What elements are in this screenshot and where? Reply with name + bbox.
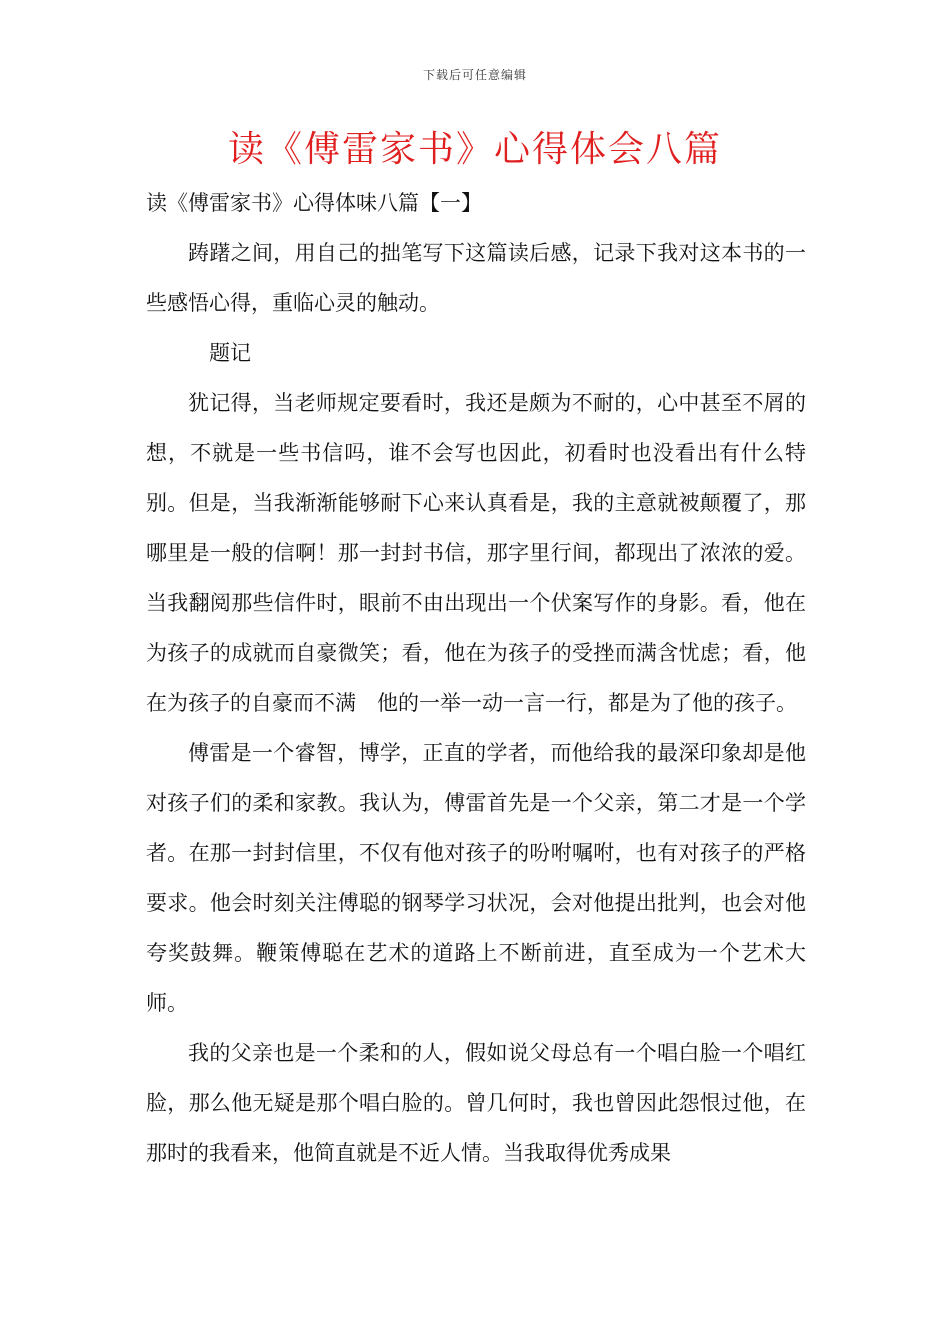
paragraph-epigraph-label: 题记 [209, 341, 251, 365]
paragraph: 犹记得，当老师规定要看时，我还是颇为不耐的，心中甚至不屑的想，不就是一些书信吗，谁不会写也因此，初看时也没看出有什么特别。但是，当我渐渐能够耐下心来认真看是，我的主意就被颠覆了，那哪里是一般的信啊！那一封封书信，那字里行间，都现出了浓浓的爱。当我翻阅那些信件时，眼前不由出现出一个伏案写作的身影。看，他在为孩子的成就而自豪微笑；看，他在为孩子的受挫而满含忧虑；看，他在为孩子的自豪而不满 他的一举一动一言一行，都是为了他的孩子。 [146, 391, 806, 715]
paragraph: 傅雷是一个睿智，博学，正直的学者，而他给我的最深印象却是他对孩子们的柔和家教。我认为，傅雷首先是一个父亲，第二才是一个学者。在那一封封信里，不仅有他对孩子的吩咐嘱咐，也有对孩子的严格要求。他会时刻关注傅聪的钢琴学习状况，会对他提出批判，也会对他夸奖鼓舞。鞭策傅聪在艺术的道路上不断前进，直至成为一个艺术大师。 [146, 741, 806, 1015]
page-title: 读《傅雷家书》心得体会八篇 [227, 129, 722, 170]
paragraph-intro: 踌躇之间，用自己的拙笔写下这篇读后感，记录下我对这本书的一些感悟心得，重临心灵的触动。 [146, 241, 806, 315]
section-heading: 读《傅雷家书》心得体味八篇【一】 [146, 191, 482, 215]
paragraph: 我的父亲也是一个柔和的人，假如说父母总有一个唱白脸一个唱红脸，那么他无疑是那个唱白脸的。曾几何时，我也曾因此怨恨过他，在那时的我看来，他简直就是不近人情。当我取得优秀成果 [146, 1041, 806, 1165]
header-note: 下载后可任意编辑 [422, 68, 527, 82]
document-body [146, 178, 806, 1178]
